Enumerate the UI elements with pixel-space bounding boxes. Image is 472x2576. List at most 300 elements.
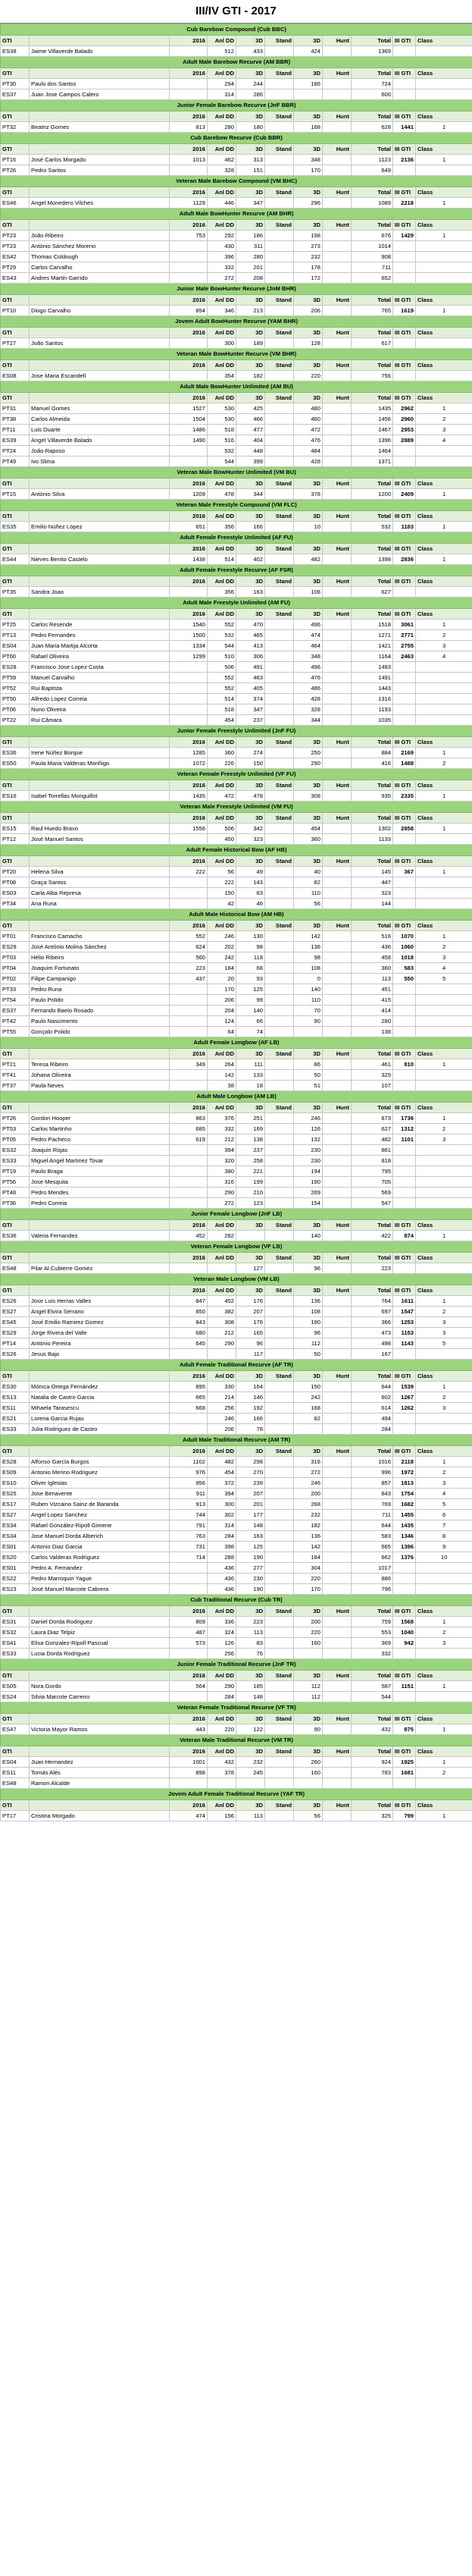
score-3d-stand [236, 1231, 265, 1241]
score-2016: 714 [170, 1552, 208, 1563]
col-header-3d-stand: 3D [236, 36, 265, 46]
class-rank [416, 1778, 472, 1789]
archer-name: Jorge Rivera del Valle [30, 1328, 170, 1338]
score-anl-dd: 454 [208, 1467, 236, 1478]
col-header-name [30, 1371, 170, 1382]
table-row [1, 1382, 472, 1392]
col-header-3d-hunt: 3D [294, 144, 323, 155]
score-total: 422 [352, 1231, 393, 1241]
archer-id: PT35 [1, 587, 30, 598]
score-iii-gti [393, 262, 416, 273]
class-rank [416, 984, 472, 995]
col-header-stand: Stand [265, 111, 294, 122]
col-header-class: Class [416, 1671, 472, 1681]
col-header-iii-gti: III GTI [393, 1446, 416, 1457]
archer-id: PT05 [1, 1134, 30, 1145]
score-3d-hunt: 220 [294, 1574, 323, 1584]
archer-name: Joaquin Rojas [30, 1145, 170, 1156]
score-iii-gti: 1253 [393, 1317, 416, 1328]
archer-name: Rafael González-Ripoll Gimene [30, 1520, 170, 1531]
class-rank: 3 [416, 1317, 472, 1328]
score-stand [265, 403, 294, 414]
col-header-3d-stand: 3D [236, 1446, 265, 1457]
table-row [1, 587, 472, 598]
score-hunt [323, 1649, 352, 1659]
score-3d-hunt [294, 1424, 323, 1435]
score-hunt [323, 165, 352, 176]
class-rank: 1 [416, 403, 472, 414]
col-header-3d-hunt: 3D [294, 1746, 323, 1757]
score-anl-dd: 360 [208, 748, 236, 758]
col-header-total: Total [352, 111, 393, 122]
col-header-iii-gti: III GTI [393, 737, 416, 748]
score-stand [265, 1724, 294, 1735]
col-header-iii-gti: III GTI [393, 220, 416, 231]
col-header-2016: 2016 [170, 921, 208, 931]
class-rank: 3 [416, 1403, 472, 1414]
class-rank: 1 [416, 1113, 472, 1124]
category-header [1, 1037, 472, 1049]
score-3d-stand: 148 [236, 1520, 265, 1531]
score-total: 482 [352, 1134, 393, 1145]
score-iii-gti [393, 662, 416, 673]
score-anl-dd: 532 [208, 630, 236, 641]
score-hunt [323, 1081, 352, 1091]
score-iii-gti [393, 1198, 416, 1209]
score-total: 1369 [352, 46, 393, 57]
score-2016 [170, 587, 208, 598]
score-2016 [170, 694, 208, 704]
archer-id: ES32 [1, 1145, 30, 1156]
archer-id: PT33 [1, 984, 30, 995]
table-row [1, 673, 472, 683]
score-3d-stand: 347 [236, 704, 265, 715]
score-3d-hunt: 273 [294, 241, 323, 252]
table-row [1, 1338, 472, 1349]
score-3d-stand: 404 [236, 435, 265, 446]
score-anl-dd: 356 [208, 587, 236, 598]
col-header-hunt: Hunt [323, 295, 352, 306]
score-hunt [323, 651, 352, 662]
class-rank: 2 [416, 942, 472, 952]
category-header [1, 845, 472, 856]
column-header-row [1, 478, 472, 489]
col-header-3d-hunt: 3D [294, 1371, 323, 1382]
archer-name: Gonçalo Polido [30, 1027, 170, 1037]
table-row [1, 1520, 472, 1531]
score-stand [265, 306, 294, 316]
score-iii-gti: 2409 [393, 489, 416, 500]
score-3d-stand: 111 [236, 1059, 265, 1070]
score-total: 518 [352, 931, 393, 942]
col-header-anl-dd: Anl DD [208, 1714, 236, 1724]
col-header-3d-hunt: 3D [294, 576, 323, 587]
col-header-hunt: Hunt [323, 813, 352, 824]
score-hunt [323, 46, 352, 57]
score-anl-dd: 242 [208, 952, 236, 963]
score-3d-hunt: 96 [294, 1328, 323, 1338]
class-rank [416, 89, 472, 100]
category-header [1, 381, 472, 393]
class-rank [416, 834, 472, 845]
category-title: Adult Male Historical Bow (AM HB) [1, 909, 472, 921]
col-header-stand: Stand [265, 328, 294, 338]
archer-id: PT36 [1, 1198, 30, 1209]
score-iii-gti: 1153 [393, 1328, 416, 1338]
archer-name: Nieves Benito Castelo [30, 554, 170, 565]
score-hunt [323, 1414, 352, 1424]
score-anl-dd: 256 [208, 1649, 236, 1659]
score-hunt [323, 1489, 352, 1499]
score-anl-dd: 544 [208, 457, 236, 467]
archer-id: ES23 [1, 1584, 30, 1595]
score-3d-stand: 311 [236, 241, 265, 252]
col-header-name [30, 220, 170, 231]
score-iii-gti: 1070 [393, 931, 416, 942]
score-hunt [323, 1166, 352, 1177]
table-row [1, 758, 472, 769]
col-header-3d-stand: 3D [236, 1103, 265, 1113]
archer-name: Pedro Santos [30, 165, 170, 176]
column-header-row [1, 187, 472, 198]
col-header-gti: GTI [1, 1285, 30, 1296]
category-header [1, 467, 472, 478]
col-header-anl-dd: Anl DD [208, 1253, 236, 1263]
score-2016: 1209 [170, 489, 208, 500]
class-rank: 1 [416, 155, 472, 165]
score-stand [265, 1584, 294, 1595]
score-iii-gti [393, 899, 416, 909]
archer-id: ES28 [1, 662, 30, 673]
score-3d-hunt: 474 [294, 630, 323, 641]
col-header-iii-gti: III GTI [393, 511, 416, 522]
score-hunt [323, 587, 352, 598]
col-header-stand: Stand [265, 609, 294, 620]
score-iii-gti [393, 1027, 416, 1037]
score-3d-hunt: 108 [294, 1307, 323, 1317]
score-3d-hunt: 316 [294, 1457, 323, 1467]
score-stand [265, 1027, 294, 1037]
score-3d-hunt: 428 [294, 694, 323, 704]
score-3d-hunt [294, 1778, 323, 1789]
score-2016 [170, 371, 208, 381]
score-3d-hunt: 140 [294, 1231, 323, 1241]
archer-id: PT53 [1, 1124, 30, 1134]
score-3d-stand: 68 [236, 963, 265, 974]
archer-id: ES41 [1, 1638, 30, 1649]
category-title: Veteran Male BowHunter Unlimited (VM BU) [1, 467, 472, 478]
score-3d-hunt: 424 [294, 46, 323, 57]
score-iii-gti [393, 1584, 416, 1595]
col-header-2016: 2016 [170, 856, 208, 867]
category-header [1, 1702, 472, 1714]
col-header-hunt: Hunt [323, 1746, 352, 1757]
archer-id: ES37 [1, 89, 30, 100]
score-hunt [323, 1552, 352, 1563]
score-2016: 349 [170, 1059, 208, 1070]
col-header-iii-gti: III GTI [393, 1606, 416, 1617]
archer-id: ES43 [1, 273, 30, 284]
category-header [1, 1274, 472, 1285]
score-3d-stand: 342 [236, 824, 265, 834]
score-hunt [323, 1382, 352, 1392]
class-rank: 2 [416, 1307, 472, 1317]
score-3d-stand: 374 [236, 694, 265, 704]
category-title: Cub Barebow Recurve (Cub BBR) [1, 133, 472, 144]
table-row [1, 155, 472, 165]
score-anl-dd: 38 [208, 1081, 236, 1091]
score-hunt [323, 1113, 352, 1124]
col-header-3d-hunt: 3D [294, 220, 323, 231]
score-stand [265, 1198, 294, 1209]
score-hunt [323, 1757, 352, 1768]
col-header-gti: GTI [1, 1103, 30, 1113]
score-total: 796 [352, 1584, 393, 1595]
col-header-name [30, 68, 170, 79]
archer-id: ES16 [1, 791, 30, 802]
archer-name: Angel Villaverde Balado [30, 435, 170, 446]
score-total: 1133 [352, 834, 393, 845]
category-header [1, 1659, 472, 1671]
col-header-name [30, 737, 170, 748]
score-stand [265, 435, 294, 446]
score-iii-gti: 1435 [393, 1520, 416, 1531]
score-total [352, 1778, 393, 1789]
archer-name: Antonio Diaz Garcia [30, 1542, 170, 1552]
class-rank [416, 1198, 472, 1209]
archer-name: Johana Oliveira [30, 1070, 170, 1081]
col-header-anl-dd: Anl DD [208, 856, 236, 867]
table-row [1, 1317, 472, 1328]
col-header-gti: GTI [1, 576, 30, 587]
score-anl-dd: 452 [208, 1296, 236, 1307]
score-stand [265, 974, 294, 984]
score-3d-hunt: 50 [294, 1070, 323, 1081]
score-stand [265, 1317, 294, 1328]
score-hunt [323, 1317, 352, 1328]
col-header-class: Class [416, 1371, 472, 1382]
score-3d-hunt: 40 [294, 867, 323, 877]
col-header-iii-gti: III GTI [393, 1220, 416, 1231]
archer-name: Natalia de Castro Garcia [30, 1392, 170, 1403]
score-total: 1016 [352, 1457, 393, 1467]
score-stand [265, 1338, 294, 1349]
score-stand [265, 554, 294, 565]
class-rank: 1 [416, 198, 472, 209]
col-header-iii-gti: III GTI [393, 328, 416, 338]
score-iii-gti [393, 165, 416, 176]
col-header-class: Class [416, 737, 472, 748]
score-3d-hunt: 112 [294, 1338, 323, 1349]
score-anl-dd [208, 1349, 236, 1360]
col-header-hunt: Hunt [323, 1049, 352, 1059]
class-rank [416, 79, 472, 89]
class-rank [416, 371, 472, 381]
col-header-anl-dd: Anl DD [208, 187, 236, 198]
col-header-3d-hunt: 3D [294, 360, 323, 371]
score-3d-stand: 125 [236, 1542, 265, 1552]
score-hunt [323, 1188, 352, 1198]
score-total: 1035 [352, 715, 393, 726]
archer-id: PT52 [1, 683, 30, 694]
col-header-class: Class [416, 1714, 472, 1724]
score-3d-stand: 66 [236, 1016, 265, 1027]
score-3d-hunt: 90 [294, 1724, 323, 1735]
col-header-gti: GTI [1, 1671, 30, 1681]
col-header-total: Total [352, 511, 393, 522]
class-rank [416, 888, 472, 899]
score-stand [265, 662, 294, 673]
score-iii-gti: 942 [393, 1638, 416, 1649]
score-anl-dd: 308 [208, 1317, 236, 1328]
score-2016 [170, 1349, 208, 1360]
score-3d-stand: 93 [236, 974, 265, 984]
column-header-row [1, 813, 472, 824]
score-3d-hunt: 472 [294, 425, 323, 435]
class-rank [416, 1563, 472, 1574]
score-total: 795 [352, 1166, 393, 1177]
score-anl-dd: 320 [208, 1156, 236, 1166]
column-header-row [1, 360, 472, 371]
col-header-stand: Stand [265, 1606, 294, 1617]
score-anl-dd: 552 [208, 620, 236, 630]
score-total: 432 [352, 1724, 393, 1735]
score-hunt [323, 995, 352, 1006]
score-2016: 1072 [170, 758, 208, 769]
score-iii-gti [393, 1349, 416, 1360]
score-2016 [170, 1424, 208, 1435]
col-header-name [30, 393, 170, 403]
archer-id: PT01 [1, 931, 30, 942]
score-hunt [323, 673, 352, 683]
archer-name: Mihaela Tarasescu [30, 1403, 170, 1414]
score-hunt [323, 748, 352, 758]
score-iii-gti [393, 457, 416, 467]
archer-id: ES01 [1, 1542, 30, 1552]
archer-name: Jesus Bajo [30, 1349, 170, 1360]
score-iii-gti [393, 252, 416, 262]
score-stand [265, 1307, 294, 1317]
column-header-row [1, 544, 472, 554]
score-3d-hunt: 98 [294, 952, 323, 963]
table-row [1, 630, 472, 641]
score-total: 107 [352, 1081, 393, 1091]
class-rank [416, 1692, 472, 1702]
score-3d-hunt: 0 [294, 974, 323, 984]
score-3d-stand: 239 [236, 1478, 265, 1489]
table-row [1, 1156, 472, 1166]
archer-name: Manuel Gomes [30, 403, 170, 414]
score-stand [265, 995, 294, 1006]
score-3d-stand: 130 [236, 931, 265, 942]
class-rank [416, 1166, 472, 1177]
score-iii-gti: 2463 [393, 651, 416, 662]
col-header-3d-stand: 3D [236, 1285, 265, 1296]
score-3d-stand: 99 [236, 995, 265, 1006]
table-row [1, 1584, 472, 1595]
score-3d-stand: 189 [236, 338, 265, 349]
score-iii-gti: 1488 [393, 758, 416, 769]
class-rank [416, 683, 472, 694]
col-header-class: Class [416, 1049, 472, 1059]
col-header-hunt: Hunt [323, 1371, 352, 1382]
class-rank: 7 [416, 1520, 472, 1531]
table-row [1, 1757, 472, 1768]
class-rank: 1 [416, 1382, 472, 1392]
class-rank: 2 [416, 1124, 472, 1134]
score-hunt [323, 1145, 352, 1156]
col-header-hunt: Hunt [323, 1220, 352, 1231]
archer-name: Tomás Alés [30, 1768, 170, 1778]
score-3d-stand: 223 [236, 1617, 265, 1627]
col-header-2016: 2016 [170, 1714, 208, 1724]
archer-name: Valeria Fernandez [30, 1231, 170, 1241]
score-anl-dd: 292 [208, 231, 236, 241]
class-rank [416, 587, 472, 598]
col-header-gti: GTI [1, 328, 30, 338]
score-2016: 813 [170, 122, 208, 133]
score-hunt [323, 867, 352, 877]
score-3d-stand: 176 [236, 1317, 265, 1328]
col-header-gti: GTI [1, 856, 30, 867]
col-header-2016: 2016 [170, 1049, 208, 1059]
score-3d-stand: 125 [236, 984, 265, 995]
class-rank: 1 [416, 1681, 472, 1692]
score-total: 705 [352, 1177, 393, 1188]
archer-name: Hélio Ribeiro [30, 952, 170, 963]
score-stand [265, 1457, 294, 1467]
col-header-anl-dd: Anl DD [208, 1103, 236, 1113]
archer-id: PT37 [1, 1081, 30, 1091]
col-header-gti: GTI [1, 609, 30, 620]
score-anl-dd [208, 1778, 236, 1789]
col-header-name [30, 328, 170, 338]
col-header-hunt: Hunt [323, 576, 352, 587]
col-header-iii-gti: III GTI [393, 921, 416, 931]
score-stand [265, 262, 294, 273]
col-header-stand: Stand [265, 576, 294, 587]
score-stand [265, 888, 294, 899]
col-header-gti: GTI [1, 295, 30, 306]
score-hunt [323, 371, 352, 381]
archer-id: ES34 [1, 1531, 30, 1542]
table-row [1, 1081, 472, 1091]
class-rank: 1 [416, 748, 472, 758]
archer-id: ES08 [1, 371, 30, 381]
col-header-stand: Stand [265, 1285, 294, 1296]
score-iii-gti [393, 1692, 416, 1702]
score-3d-hunt: 378 [294, 489, 323, 500]
col-header-hunt: Hunt [323, 220, 352, 231]
class-rank: 9 [416, 1542, 472, 1552]
score-3d-hunt: 126 [294, 1124, 323, 1134]
category-title: Adult Female Freestyle Unlimited (AF FU) [1, 532, 472, 544]
score-3d-hunt: 56 [294, 1811, 323, 1821]
col-header-2016: 2016 [170, 1671, 208, 1681]
score-3d-hunt: 480 [294, 403, 323, 414]
score-3d-stand: 270 [236, 1467, 265, 1478]
col-header-name [30, 187, 170, 198]
col-header-total: Total [352, 921, 393, 931]
archer-id: PT26 [1, 165, 30, 176]
table-row [1, 877, 472, 888]
score-3d-stand: 163 [236, 587, 265, 598]
score-stand [265, 704, 294, 715]
table-row [1, 791, 472, 802]
score-3d-stand: 232 [236, 1757, 265, 1768]
category-title: Adult Male Freestyle Unlimited (AM FU) [1, 598, 472, 609]
score-stand [265, 252, 294, 262]
